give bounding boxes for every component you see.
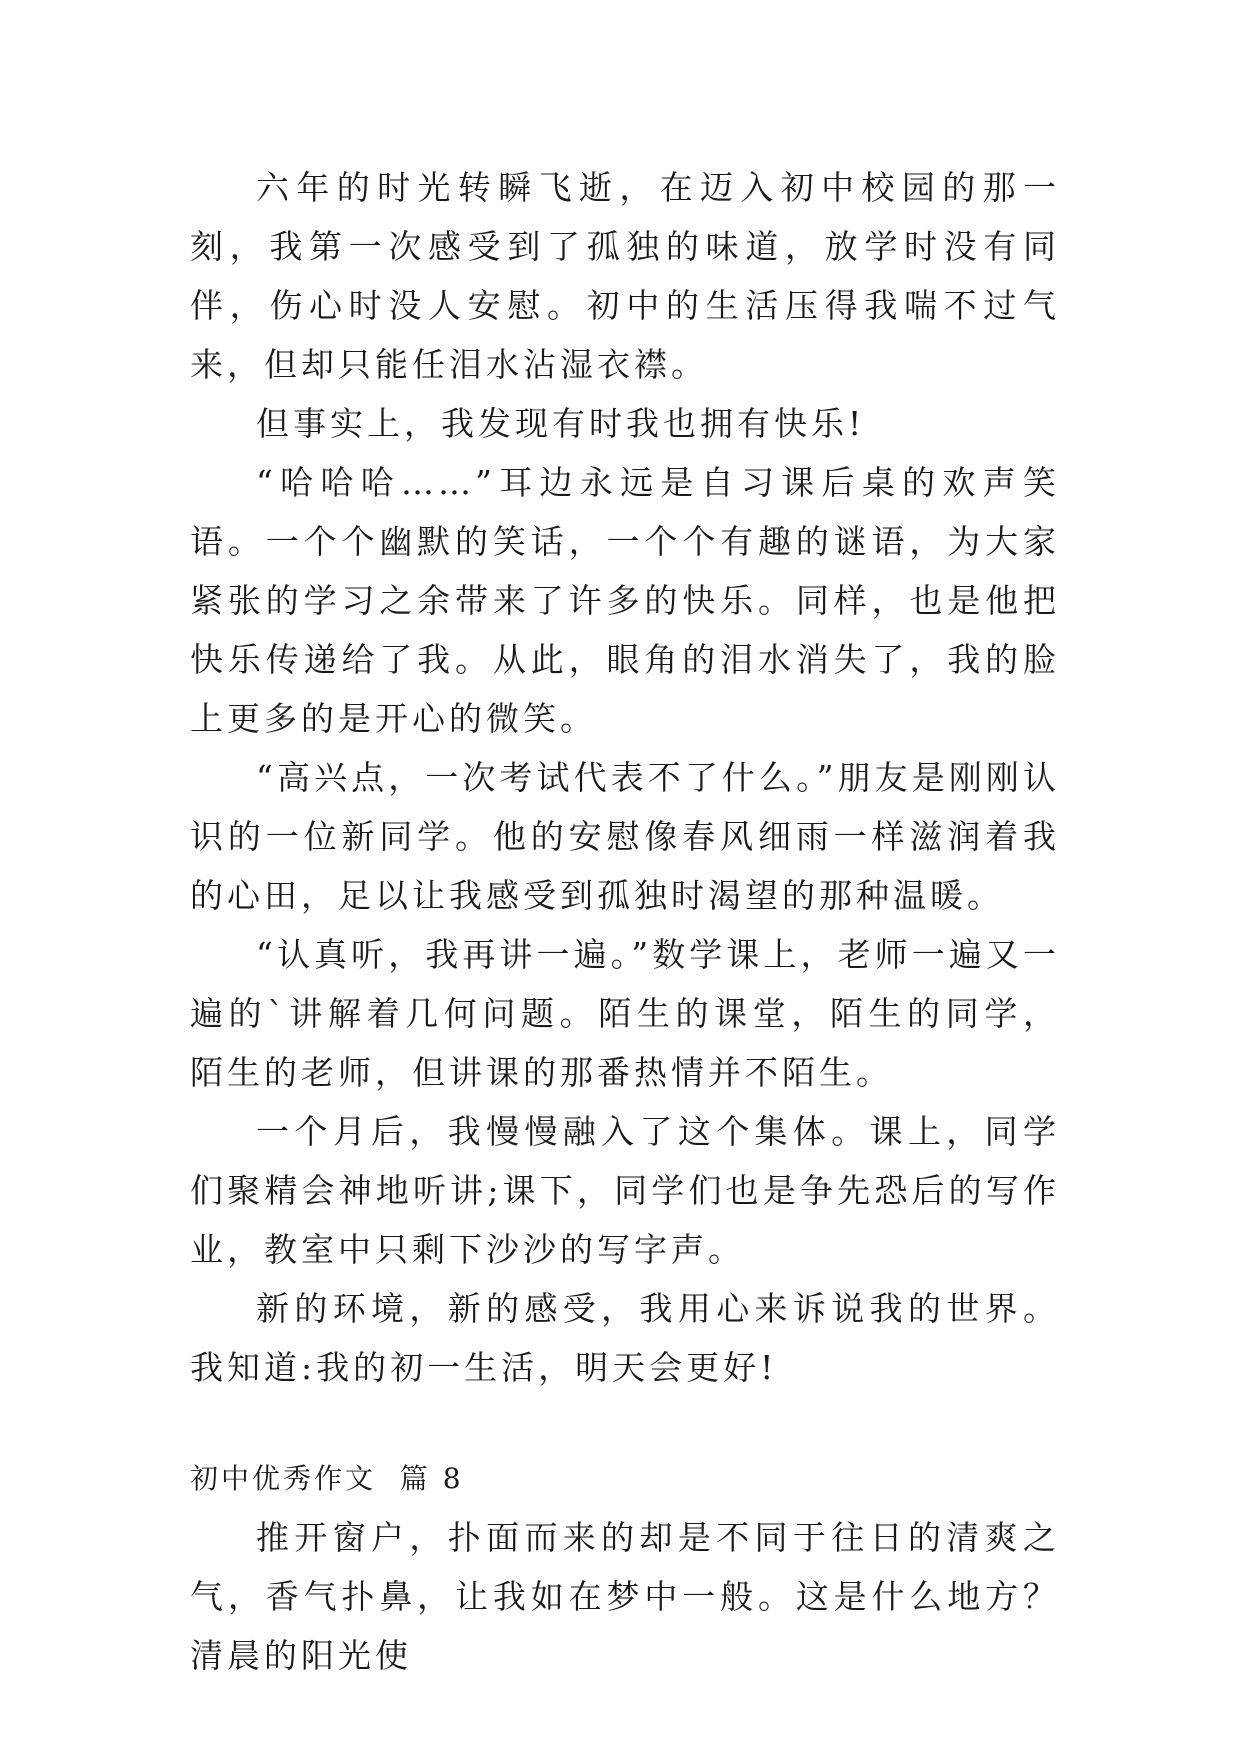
paragraph: 推开窗户，扑面而来的却是不同于往日的清爽之气，香气扑鼻，让我如在梦中一般。这是什么地方？清晨的阳光使 bbox=[190, 1518, 1060, 1675]
paragraph: 六年的时光转瞬飞逝，在迈入初中校园的那一刻，我第一次感受到了孤独的味道，放学时没有同伴，伤心时没人安慰。初中的生活压得我喘不过气来，但却只能任泪水沾湿衣襟。 bbox=[190, 168, 1060, 384]
paragraph: 一个月后，我慢慢融入了这个集体。课上，同学们聚精会神地听讲;课下，同学们也是争先恐后的写作业，教室中只剩下沙沙的写字声。 bbox=[190, 1112, 1060, 1269]
paragraph: 新的环境，新的感受，我用心来诉说我的世界。我知道:我的初一生活，明天会更好! bbox=[190, 1289, 1060, 1387]
section-heading: 初中优秀作文 篇 8 bbox=[190, 1462, 464, 1495]
paragraph: “高兴点，一次考试代表不了什么。”朋友是刚刚认识的一位新同学。他的安慰像春风细雨一样滋润着我的心田，足以让我感受到孤独时渴望的那种温暖。 bbox=[190, 758, 1060, 915]
paragraph: 但事实上，我发现有时我也拥有快乐! bbox=[256, 404, 866, 443]
paragraph: “认真听，我再讲一遍。”数学课上，老师一遍又一遍的`讲解着几何问题。陌生的课堂，陌生的同学，陌生的老师，但讲课的那番热情并不陌生。 bbox=[190, 935, 1060, 1092]
paragraph: “哈哈哈……”耳边永远是自习课后桌的欢声笑语。一个个幽默的笑话，一个个有趣的谜语，为大家紧张的学习之余带来了许多的快乐。同样，也是他把快乐传递给了我。从此，眼角的泪水消失了，我的脸上更多的是开心的微笑。 bbox=[190, 463, 1060, 738]
document-page bbox=[190, 158, 1060, 1685]
